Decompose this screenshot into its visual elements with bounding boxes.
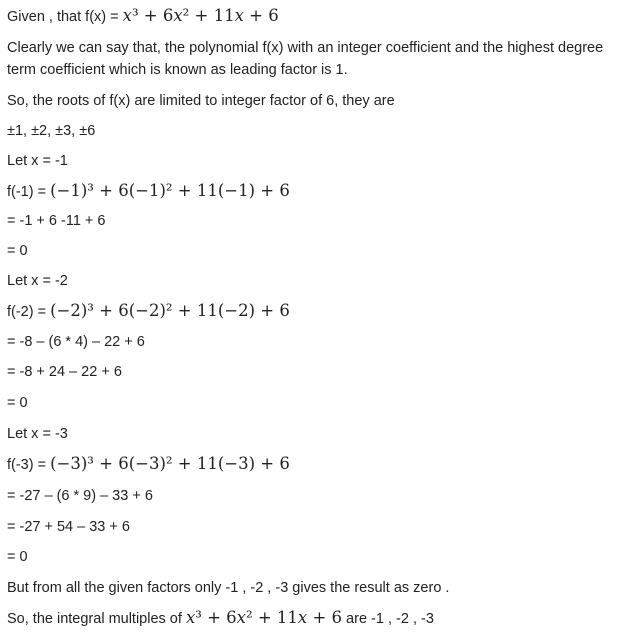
evaluation-line-minus-1 <box>7 182 290 201</box>
conclusion-line <box>7 579 449 597</box>
candidate-roots-line <box>7 122 95 140</box>
line-text: Let x = -1 <box>7 153 68 169</box>
roots-intro-line <box>7 92 395 110</box>
step-line <box>7 333 145 351</box>
case-heading-minus-2 <box>7 272 68 290</box>
evaluation-line-minus-3 <box>7 455 290 474</box>
line-text: = -27 + 54 – 33 + 6 <box>7 519 130 535</box>
case-heading-minus-1 <box>7 152 68 170</box>
case-heading-minus-3 <box>7 425 68 443</box>
math-expression: (−3)³ + 6(−3)² + 11(−3) + 6 <box>50 454 290 473</box>
line-text: = -1 + 6 -11 + 6 <box>7 213 106 229</box>
line-text: f(-2) = <box>7 304 51 320</box>
line-text: = 0 <box>7 243 28 259</box>
step-line <box>7 518 130 536</box>
step-line <box>7 212 105 230</box>
line-suffix: are -1 , -2 , -3 <box>342 611 434 627</box>
result-line <box>7 548 28 566</box>
line-text: = 0 <box>7 395 28 411</box>
line-text: Let x = -3 <box>7 426 68 442</box>
line-text: = -8 + 24 – 22 + 6 <box>7 364 122 380</box>
line-text: So, the integral multiples of <box>7 611 186 627</box>
line-text: ±1, ±2, ±3, ±6 <box>7 123 96 139</box>
line-text: Given , that f(x) = <box>7 9 123 25</box>
line-text: = -27 – (6 * 9) – 33 + 6 <box>7 488 153 504</box>
step-line <box>7 487 153 505</box>
line-text: f(-3) = <box>7 457 51 473</box>
math-expression: (−1)³ + 6(−1)² + 11(−1) + 6 <box>50 181 290 200</box>
math-expression: 𝑥³ + 6𝑥² + 11𝑥 + 6 <box>185 608 343 627</box>
line-text: = -8 – (6 * 4) – 22 + 6 <box>7 334 145 350</box>
explanation-paragraph <box>7 37 622 81</box>
math-expression: 𝑥³ + 6𝑥² + 11𝑥 + 6 <box>122 6 279 25</box>
final-answer-line <box>7 609 434 628</box>
math-expression: (−2)³ + 6(−2)² + 11(−2) + 6 <box>50 301 290 320</box>
evaluation-line-minus-2 <box>7 302 290 321</box>
given-line <box>7 7 279 26</box>
line-text: = 0 <box>7 549 28 565</box>
result-line <box>7 394 28 412</box>
line-text: Clearly we can say that, the polynomial f(x) with an integer coefficient and the highest degree term coefficient which is known as leading factor is 1. <box>7 40 604 78</box>
step-line <box>7 363 122 381</box>
result-line <box>7 242 28 260</box>
line-text: But from all the given factors only -1 , -2 , -3 gives the result as zero . <box>7 580 450 596</box>
line-text: So, the roots of f(x) are limited to integer factor of 6, they are <box>7 93 395 109</box>
line-text: Let x = -2 <box>7 273 68 289</box>
line-text: f(-1) = <box>7 184 51 200</box>
